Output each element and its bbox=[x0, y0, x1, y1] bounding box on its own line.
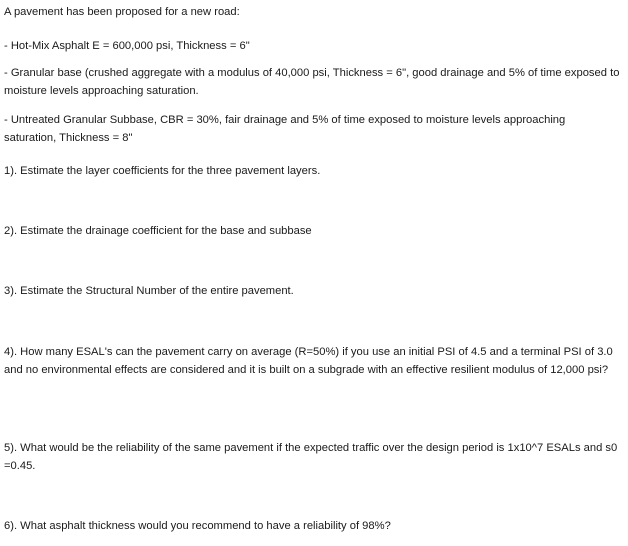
intro-text: A pavement has been proposed for a new road: bbox=[4, 6, 240, 18]
layer-granular-subbase: - Untreated Granular Subbase, CBR = 30%, fair drainage and 5% of time exposed to moisture levels approaching saturation, Thickness = 8" bbox=[4, 114, 566, 144]
layer-hot-mix-asphalt: - Hot-Mix Asphalt E = 600,000 psi, Thickness = 6" bbox=[4, 40, 250, 52]
question-3: 3). Estimate the Structural Number of the entire pavement. bbox=[4, 285, 294, 297]
question-6: 6). What asphalt thickness would you recommend to have a reliability of 98%? bbox=[4, 520, 391, 532]
layer-granular-base: - Granular base (crushed aggregate with a modulus of 40,000 psi, Thickness = 6", good drainage and 5% of time exposed to moisture levels approaching saturation. bbox=[4, 67, 620, 97]
question-4: 4). How many ESAL's can the pavement carry on average (R=50%) if you use an initial PSI of 4.5 and a terminal PSI of 3.0 and no environmental effects are considered and it is built on a subgrade with an effective resilient modulus of 12,000 psi? bbox=[4, 346, 613, 376]
question-5: 5). What would be the reliability of the same pavement if the expected traffic over the design period is 1x10^7 ESALs and s0 =0.45. bbox=[4, 442, 618, 472]
question-1: 1). Estimate the layer coefficients for the three pavement layers. bbox=[4, 165, 321, 177]
question-2: 2). Estimate the drainage coefficient for the base and subbase bbox=[4, 225, 312, 237]
